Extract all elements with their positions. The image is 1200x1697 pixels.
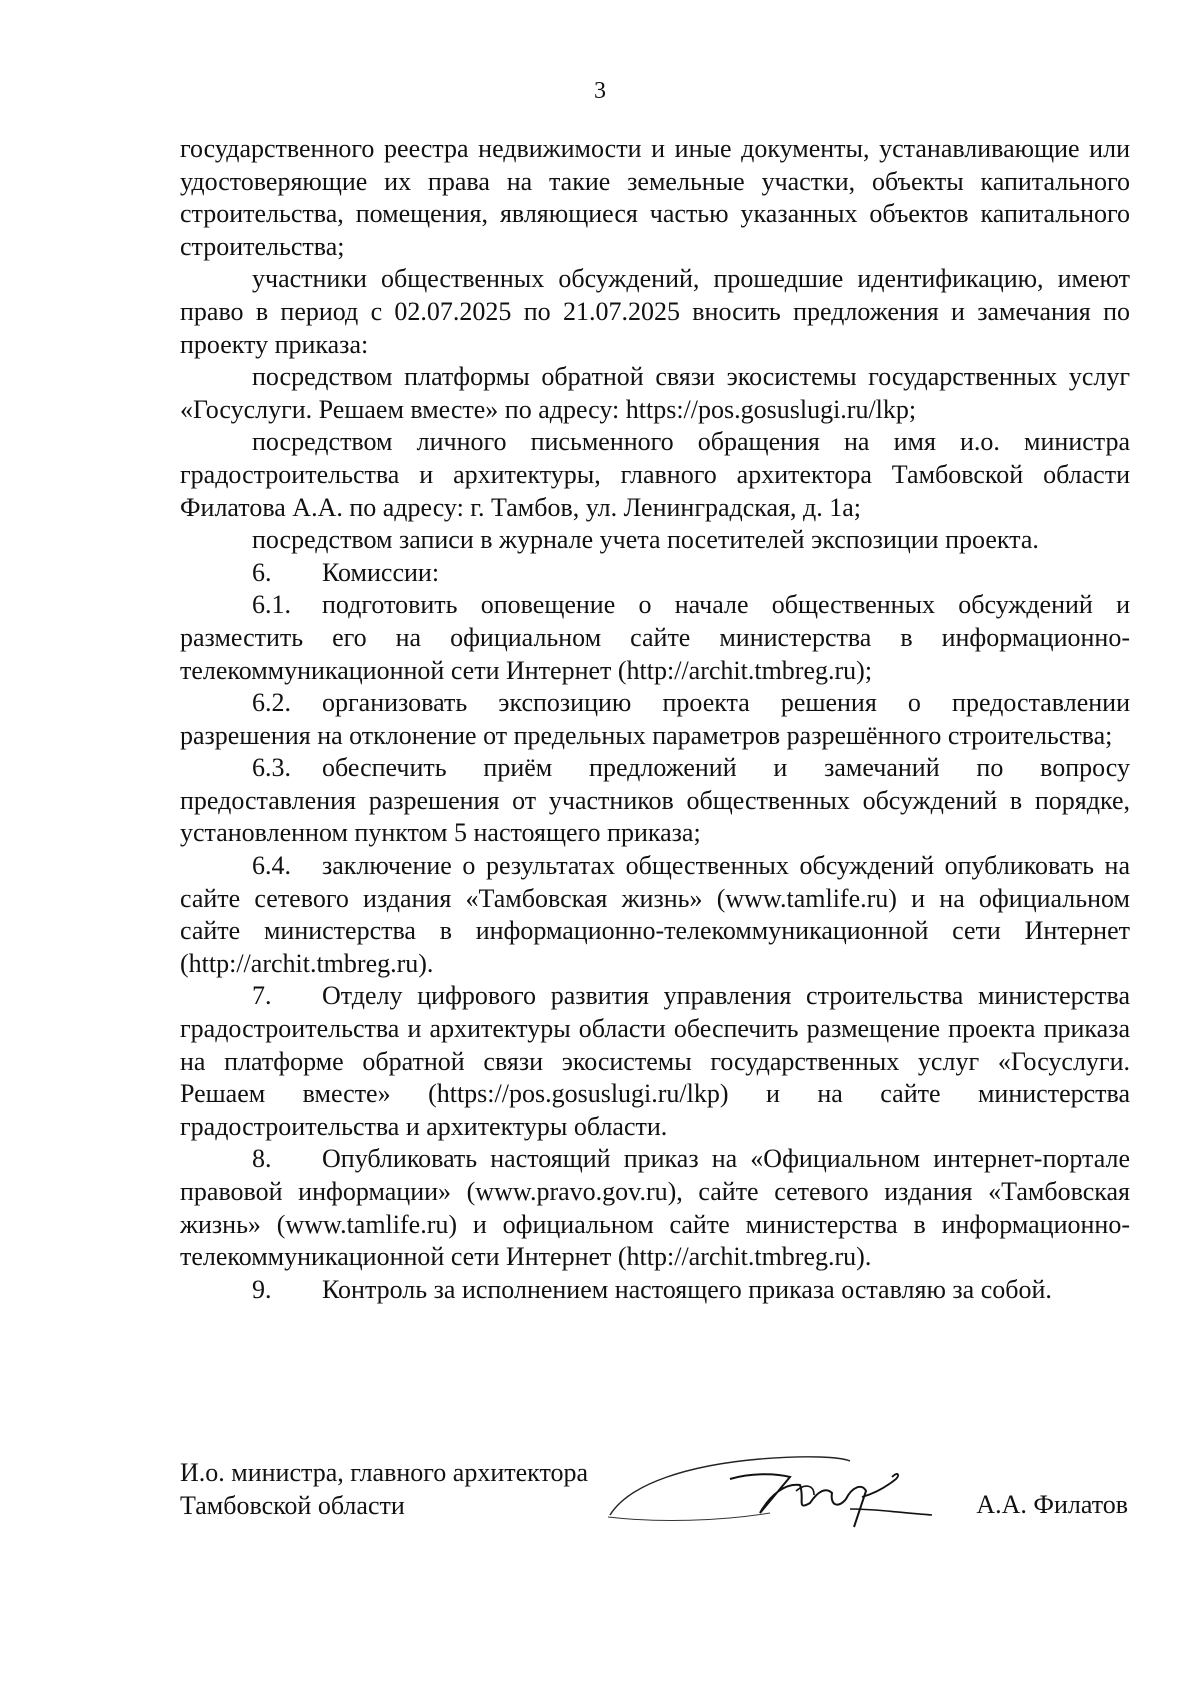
clause-number: 6.4. [252, 851, 291, 881]
paragraph-gosuslugi-platform: посредством платформы обратной связи экосистемы государственных услуг «Госуслуги. Решаем вместе» по адресу: https://pos.gosuslugi.ru/lkp; [180, 362, 1130, 424]
paragraph-participants-rights: участники общественных обсуждений, прошедшие идентификацию, имеют право в период с 02.07.2025 по 21.07.2025 вносить предложения и замечания по проекту приказа: [180, 264, 1130, 359]
clause-number: 9. [252, 1274, 272, 1304]
clause-number: 6.3. [252, 753, 291, 783]
clause-6-1: 6.1. подготовить оповещение о начале общественных обсуждений и разместить его на официальном сайте министерства в информационно-телекоммуникационной сети Интернет (http://archit.tmbreg.ru); [180, 590, 1130, 685]
signatory-title-line-1: И.о. министра, главного архитектора [180, 1458, 589, 1487]
clause-number: 6. [252, 557, 272, 587]
handwritten-signature [600, 1443, 940, 1543]
paragraph-written-appeal: посредством личного письменного обращения на имя и.о. министра градостроительства и архитектуры, главного архитектора Тамбовской области Филатова А.А. по адресу: г. Тамбов, ул. Ленинградская, д. 1а; [180, 427, 1130, 522]
paragraph-registry-documents: государственного реестра недвижимости и иные документы, устанавливающие или удостоверяющие их права на такие земельные участки, объекты капитального строительства, помещения, являющиеся частью указанных объектов капитального строительства; [180, 134, 1130, 261]
signature-block [180, 1457, 1130, 1577]
document-body [180, 133, 1130, 1306]
signatory-title-line-2: Тамбовской области [180, 1490, 405, 1520]
clause-6: 6. Комиссии: [180, 557, 1130, 590]
signatory-title [180, 1457, 588, 1522]
paragraph-visitor-journal: посредством записи в журнале учета посетителей экспозиции проекта. [252, 525, 1039, 555]
clause-8: 8. Опубликовать настоящий приказ на «Официальном интернет-портале правовой информации» (www.pravo.gov.ru), сайте сетевого издания «Тамбовская жизнь» (www.tamlife.ru) и официальном сайте министерства в информационно-телекоммуникационной сети Интернет (http://archit.tmbreg.ru). [180, 1144, 1130, 1272]
clause-6-2: 6.2. организовать экспозицию проекта решения о предоставлении разрешения на отклонение от предельных параметров разрешённого строительства; [180, 688, 1130, 750]
clause-number: 7. [252, 981, 272, 1011]
clause-6-4: 6.4. заключение о результатах общественных обсуждений опубликовать на сайте сетевого издания «Тамбовская жизнь» (www.tamlife.ru) и на официальном сайте министерства в информационно-телекоммуникационной сети Интернет (http://archit.tmbreg.ru). [180, 851, 1130, 978]
page-number: 3 [594, 78, 606, 104]
clause-number: 6.2. [252, 688, 291, 718]
clause-number: 6.1. [252, 590, 291, 620]
clause-number: 8. [252, 1144, 272, 1174]
signatory-name: А.А. Филатов [976, 1490, 1128, 1519]
clause-7: 7. Отделу цифрового развития управления строительства министерства градостроительства и архитектуры области обеспечить размещение проекта приказа на платформе обратной связи экосистемы государственных услуг «Госуслуги. Решаем вместе» (https://pos.gosuslugi.ru/lkp) и на сайте министерства градостроительства и архитектуры области. [180, 981, 1130, 1141]
clause-9: 9. Контроль за исполнением настоящего приказа оставляю за собой. [180, 1274, 1130, 1307]
clause-6-3: 6.3. обеспечить приём предложений и замечаний по вопросу предоставления разрешения от участников общественных обсуждений в порядке, установленном пунктом 5 настоящего приказа; [180, 753, 1130, 848]
